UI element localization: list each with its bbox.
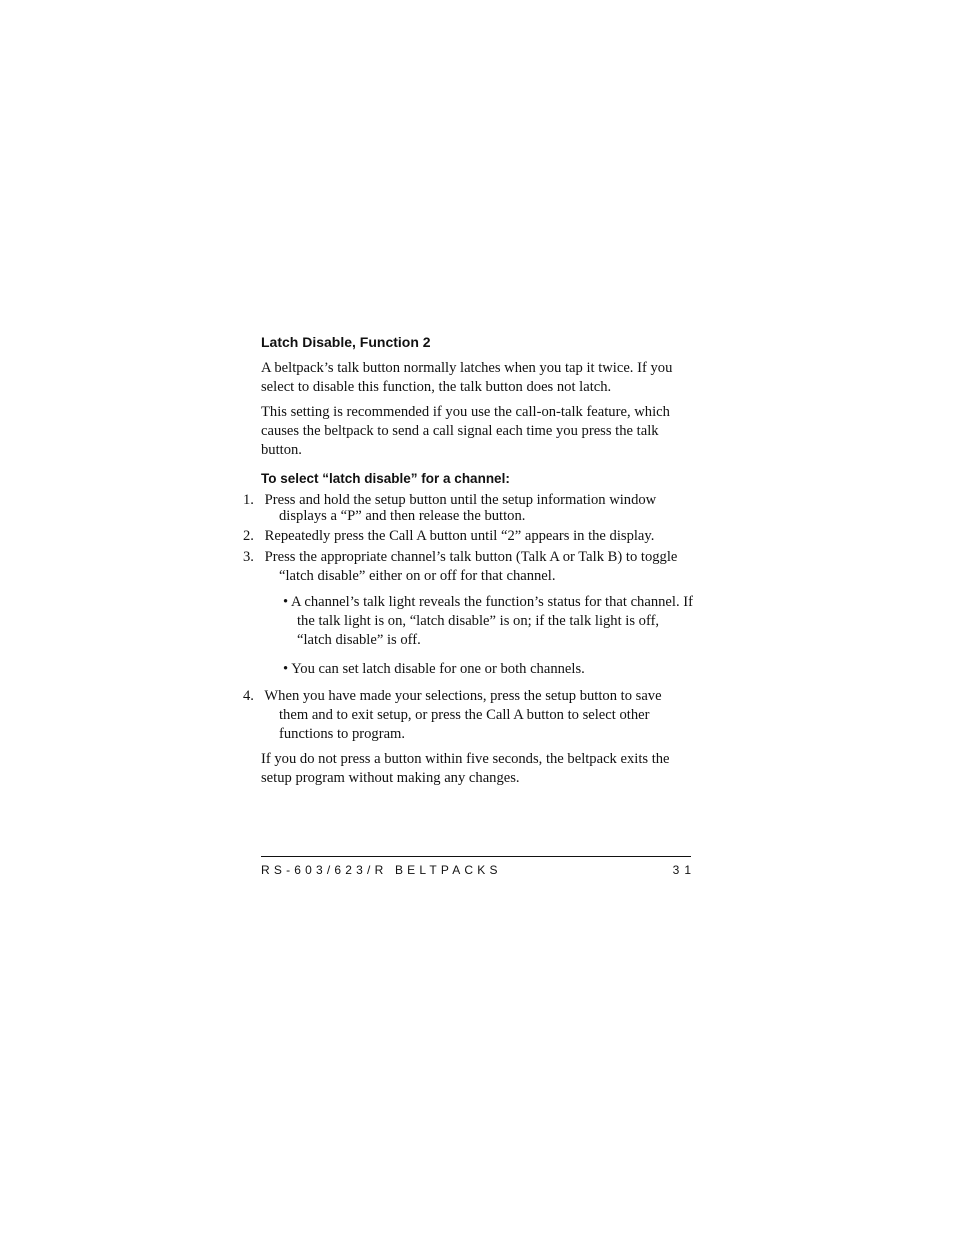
- bullet-talk-light-status: [261, 593, 693, 650]
- page-content: [243, 332, 693, 794]
- bullet-text: You can set latch disable for one or both channels.: [291, 661, 585, 677]
- section-heading: Latch Disable, Function 2: [261, 334, 431, 350]
- step-4: 4. When you have made your selections, press the setup button to save them and to exit setup, or press the Call A button to select other functions to program.: [243, 688, 662, 742]
- step-1: 1. Press and hold the setup button until the setup information window displays a “P” and then release the button.: [243, 492, 657, 524]
- page-number: 31: [672, 863, 696, 877]
- step-text: Repeatedly press the Call A button until “2” appears in the display.: [264, 528, 655, 544]
- step-3: 3. Press the appropriate channel’s talk button (Talk A or Talk B) to toggle “latch disable” either on or off for that channel.: [243, 549, 678, 584]
- step-text: Press the appropriate channel’s talk button (Talk A or Talk B) to toggle “latch disable” either on or off for that channel.: [264, 549, 678, 584]
- bullet-text: A channel’s talk light reveals the function’s status for that channel. If the talk light is on, “latch disable” is on; if the talk light is off, “latch disable” is off.: [290, 594, 693, 648]
- closing-paragraph: If you do not press a button within five seconds, the beltpack exits the setup program without making any changes.: [261, 751, 670, 786]
- bullet-one-or-both: [261, 660, 693, 679]
- bullet-icon: •: [283, 594, 289, 610]
- intro-paragraph: A beltpack’s talk button normally latches when you tap it twice. If you select to disable this function, the talk button does not latch.: [261, 360, 673, 395]
- procedure-heading: To select “latch disable” for a channel:: [261, 471, 510, 486]
- step-text: When you have made your selections, press the setup button to save them and to exit setup, or press the Call A button to select other functions to program.: [264, 688, 662, 742]
- step-2: 2. Repeatedly press the Call A button until “2” appears in the display.: [243, 528, 655, 544]
- footer-product-title: RS-603/623/R BELTPACKS: [261, 863, 502, 877]
- recommendation-paragraph: This setting is recommended if you use the call-on-talk feature, which causes the beltpack to send a call signal each time you press the talk button.: [261, 404, 670, 458]
- page-footer: [261, 856, 696, 877]
- step-text: Press and hold the setup button until the setup information window displays a “P” and then release the button.: [264, 492, 657, 524]
- bullet-icon: •: [283, 661, 289, 677]
